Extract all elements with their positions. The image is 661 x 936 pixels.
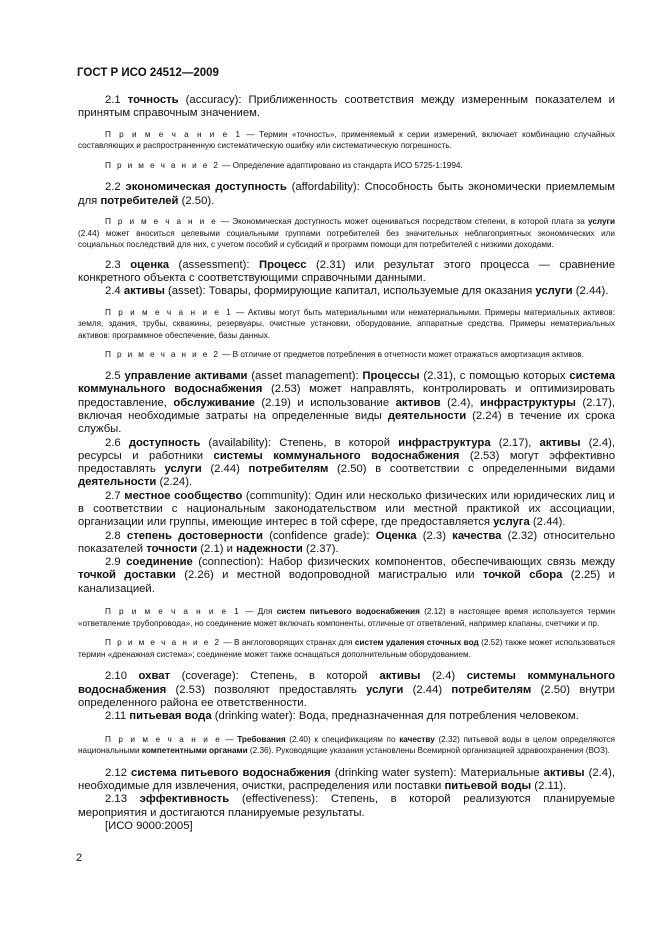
- note-2-1-1: П р и м е ч а н и е 1 — Термин «точность», применяемый к серии измерений, включает комбинацию случайных составляющих и распространенную систематическую ошибку или систематическую погрешность.: [78, 129, 615, 151]
- entry-2-6: 2.6 доступность (availability): Степень, в которой инфраструктура (2.17), активы (2.4), ресурсы и работники системы коммунального водоснабжения (2.53) могут эффективно предоставлять услуги (2.44) потребителям (2.50) в соответствии с определенными видами деятельности (2.24).: [78, 436, 616, 489]
- entry-2-10: 2.10 охват (coverage): Степень, в которой активы (2.4) системы коммунального водоснабжения (2.53) позволяют предоставлять услуги (2.44) потребителям (2.50) внутри определенного района ее ответственности.: [78, 670, 615, 710]
- entry-2-8: 2.8 степень достоверности (confidence grade): Оценка (2.3) качества (2.32) относительно показателей точности (2.1) и надежности (2.37).: [78, 529, 615, 555]
- entry-2-13: 2.13 эффективность (effectiveness): Степень, в которой реализуются планируемые мероприятия и достигаются планируемые результаты.: [78, 793, 615, 819]
- entry-2-1: 2.1 точность (accuracy): Приближенность соответствия между измеренным показателем и принятым справочным значением.: [78, 94, 615, 120]
- page-number: 2: [76, 852, 83, 864]
- note-2-11: П р и м е ч а н и е — Требования (2.40) к спецификациям по качеству (2.32) питьевой воды в целом определяются национальными компетентными органами (2.36). Руководящие указания установлены Всемирной организацией здравоохранения (ВОЗ).: [78, 734, 615, 756]
- entry-2-9: 2.9 соединение (connection): Набор физических компонентов, обеспечивающих связь между точкой доставки (2.26) и местной водопроводной магистралью или точкой сбора (2.25) и канализацией.: [78, 556, 615, 595]
- note-2-9-1: П р и м е ч а н и е 1 — Для систем питьевого водоснабжения (2.12) в настоящее время используется термин «ответвление трубопровода», но соединение может включать компоненты, отличные от ответвлений, например клапаны, счетчики и пр.: [78, 607, 615, 628]
- note-2-9-2: П р и м е ч а н и е 2 — В англоговорящих странах для систем удаления сточных вод (2.52) также может использоваться термин «дренажная система»; соединение может также оснащаться дополнительным оборудованием.: [78, 638, 615, 659]
- entry-2-3: 2.3 оценка (assessment): Процесс (2.31) или результат этого процесса — сравнение конкретного объекта с соответствующими справочными данными.: [78, 258, 616, 285]
- reference-iso-9000: [ИСО 9000:2005]: [105, 820, 193, 832]
- note-2-1-2: П р и м е ч а н и е 2 — Определение адаптировано из стандарта ИСО 5725-1:1994.: [105, 160, 463, 170]
- entry-2-2: 2.2 экономическая доступность (affordability): Способность быть экономически приемлемым для потребителей (2.50).: [78, 181, 615, 207]
- entry-2-11: 2.11 питьевая вода (drinking water): Вода, предназначенная для потребления человеком.: [105, 710, 579, 723]
- note-2-4-1: П р и м е ч а н и е 1 — Активы могут быть материальными или нематериальными. Примеры материальных активов: земля, здания, трубы, скважины, резервуары, очистные установки, оборудование, аппаратные средства. Примеры нематериальных активов: программное обеспечение, базы данных.: [78, 307, 615, 340]
- page-header: ГОСТ Р ИСО 24512—2009: [77, 67, 219, 79]
- document-body: [78, 94, 615, 833]
- entry-2-7: 2.7 местное сообщество (community): Один или несколько физических или юридических лиц и в соответствии с национальным законодательством или местной практикой их ассоциации, организации или группы, имеющие интерес в той сфере, где предоставляется услуга (2.44).: [78, 489, 615, 529]
- entry-2-4: 2.4 активы (asset): Товары, формирующие капитал, используемые для оказания услуги (2.44).: [105, 285, 609, 298]
- note-2-2: П р и м е ч а н и е — Экономическая доступность может оцениваться посредством степени, в которой плата за услуги (2.44) может вноситься целевыми социальными группами потребителей без значительных неблагоприятных экономических или социальных последствий для них, с учетом пособий и субсидий и программ помощи для потребителей с низкими доходами.: [78, 216, 615, 250]
- entry-2-5: 2.5 управление активами (asset management): Процессы (2.31), с помощью которых система коммунального водоснабжения (2.53) может направлять, контролировать и оптимизировать предоставление, обслуживание (2.19) и использование активов (2.4), инфраструктуры (2.17), включая необходимые затраты на определенные виды деятельности (2.24) в течение их срока службы.: [78, 370, 616, 436]
- entry-2-12: 2.12 система питьевого водоснабжения (drinking water system): Материальные активы (2.4), необходимые для извлечения, очистки, распределения или поставки питьевой воды (2.11).: [78, 766, 615, 793]
- note-2-4-2: П р и м е ч а н и е 2 — В отличие от предметов потребления в отчетности может отражаться амортизация активов.: [105, 350, 584, 360]
